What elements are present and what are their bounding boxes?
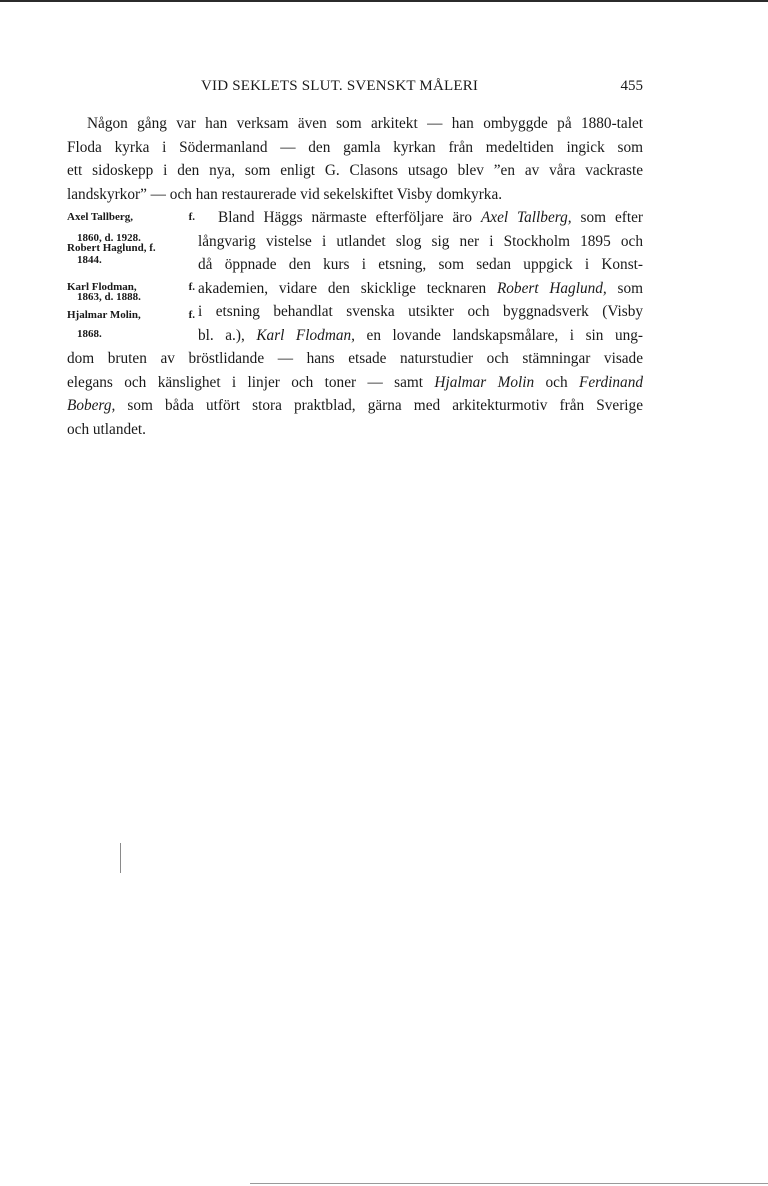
artist-name: Karl Flodman, [256,326,355,344]
paragraph-line: Axel Tallberg, f. Bland Häggs närmaste efterföljare äro Axel Tallberg, som efter [67,209,643,226]
paragraph-line: Hjalmar Molin, f. i etsning behandlat svenska utsikter och byggnadsverk (Visby [67,303,643,321]
margin-note-tallberg: Axel Tallberg, f. [67,211,195,223]
body-text [67,112,643,441]
margin-note-flodman: Karl Flodman, f. 1863, d. 1888. [67,280,195,303]
margin-note-haglund: 1860, d. 1928. Robert Haglund, f. [67,231,156,254]
paragraph-line: Floda kyrka i Södermanland — den gamla kyrkan från medeltiden ingick som [67,138,643,156]
margin-pencil-mark [120,843,121,873]
paragraph-line: Någon gång var han verksam även som arkitekt — han ombyggde på 1880-talet [87,115,643,132]
artist-name: Hjalmar Molin [434,373,535,391]
paragraph-line: ett sidoskepp i den nya, som enligt G. Clasons utsago blev ”en av våra vackraste [67,162,643,179]
paragraph-line: Karl Flodman, f. 1863, d. 1888. akademien, vidare den skicklige tecknaren Robert Haglund, som [67,279,643,303]
running-header [67,78,643,100]
top-border-rule [0,0,768,2]
paragraph-line: elegans och känslighet i linjer och toner — samt Hjalmar Molin och Ferdinand [67,373,643,391]
paragraph-line: 1868. bl. a.), Karl Flodman, en lovande landskapsmålare, i sin ung- [77,326,643,344]
paragraph-line: Boberg, som båda utfört stora praktblad, gärna med arkitekturmotiv från Sverige [67,397,643,414]
page-number: 455 [620,78,643,94]
artist-name: Ferdinand [578,373,643,391]
margin-note-molin: Hjalmar Molin, f. [67,309,195,321]
artist-name: Axel Tallberg, [480,209,572,226]
artist-name: Boberg, [67,397,116,414]
paragraph-line: landskyrkor” — och han restaurerade vid sekelskiftet Visby domkyrka. [67,185,503,203]
paragraph-line: dom bruten av bröstlidande — hans etsade naturstudier och stämningar visade [67,350,643,367]
artist-name: Robert Haglund, [496,279,607,297]
running-title: VID SEKLETS SLUT. SVENSKT MÅLERI [201,78,479,94]
bottom-border-rule [250,1183,768,1184]
paragraph-etchers [67,206,643,441]
paragraph-line: 1860, d. 1928. Robert Haglund, f. långvarig vistelse i utlandet slog sig ner i Stockholm 1895 och [67,231,643,254]
paragraph-architecture [67,112,643,206]
paragraph-line: och utlandet. [67,420,147,438]
paragraph-line: 1844. då öppnade den kurs i etsning, som sedan uppgick i Konst- [77,254,643,273]
